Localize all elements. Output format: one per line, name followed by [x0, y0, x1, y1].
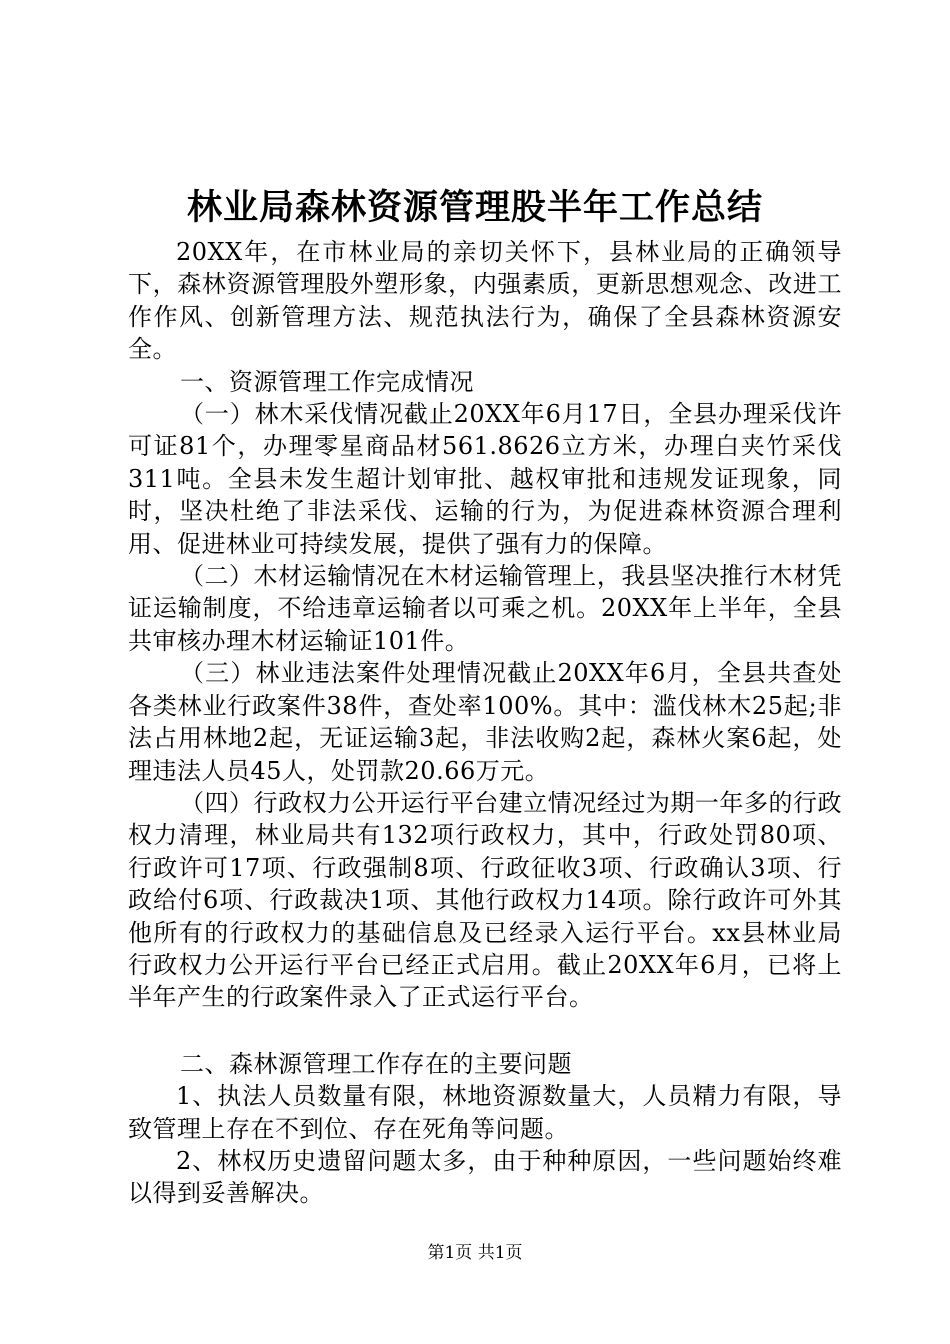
document-body	[128, 236, 842, 1210]
section-2-item-1: 1、执法人员数量有限，林地资源数量大，人员精力有限，导致管理上存在不到位、存在死角等问题。	[128, 1082, 842, 1143]
page-footer: 第1页 共1页	[427, 1243, 523, 1263]
intro-paragraph: 20XX年，在市林业局的亲切关怀下，县林业局的正确领导下，森林资源管理股外塑形象，内强素质，更新思想观念、改进工作作风、创新管理方法、规范执法行为，确保了全县森林资源安全。	[128, 238, 842, 364]
section-2-heading: 二、森林源管理工作存在的主要问题	[180, 1049, 572, 1078]
section-1-item-3: （三）林业违法案件处理情况截止20XX年6月，全县共查处各类林业行政案件38件，查处率100%。其中：滥伐林木25起;非法占用林地2起，无证运输3起，非法收购2起，森林火案6起，处理违法人员45人，处罚款20.66万元。	[128, 659, 842, 785]
section-1-item-4: （四）行政权力公开运行平台建立情况经过为期一年多的行政权力清理，林业局共有132项行政权力，其中，行政处罚80项、行政许可17项、行政强制8项、行政征收3项、行政确认3项、行政给付6项、行政裁决1项、其他行政权力14项。除行政许可外其他所有的行政权力的基础信息及已经录入运行平台。xx县林业局行政权力公开运行平台已经正式启用。截止20XX年6月，已将上半年产生的行政案件录入了正式运行平台。	[128, 788, 842, 1012]
document-title: 林业局森林资源管理股半年工作总结	[186, 187, 763, 228]
section-spacer	[128, 1014, 842, 1048]
section-1-item-2: （二）木材运输情况在木材运输管理上，我县坚决推行木材凭证运输制度，不给违章运输者以可乘之机。20XX年上半年，全县共审核办理木材运输证101件。	[128, 562, 842, 655]
section-1-item-1: （一）林木采伐情况截止20XX年6月17日，全县办理采伐许可证81个，办理零星商品材561.8626立方米，办理白夹竹采伐311吨。全县未发生超计划审批、越权审批和违规发证现象，同时，坚决杜绝了非法采伐、运输的行为，为促进森林资源合理利用、促进林业可持续发展，提供了强有力的保障。	[128, 400, 842, 558]
section-1-heading: 一、资源管理工作完成情况	[180, 367, 474, 396]
section-2-item-2: 2、林权历史遗留问题太多，由于种种原因，一些问题始终难以得到妥善解决。	[128, 1146, 842, 1208]
